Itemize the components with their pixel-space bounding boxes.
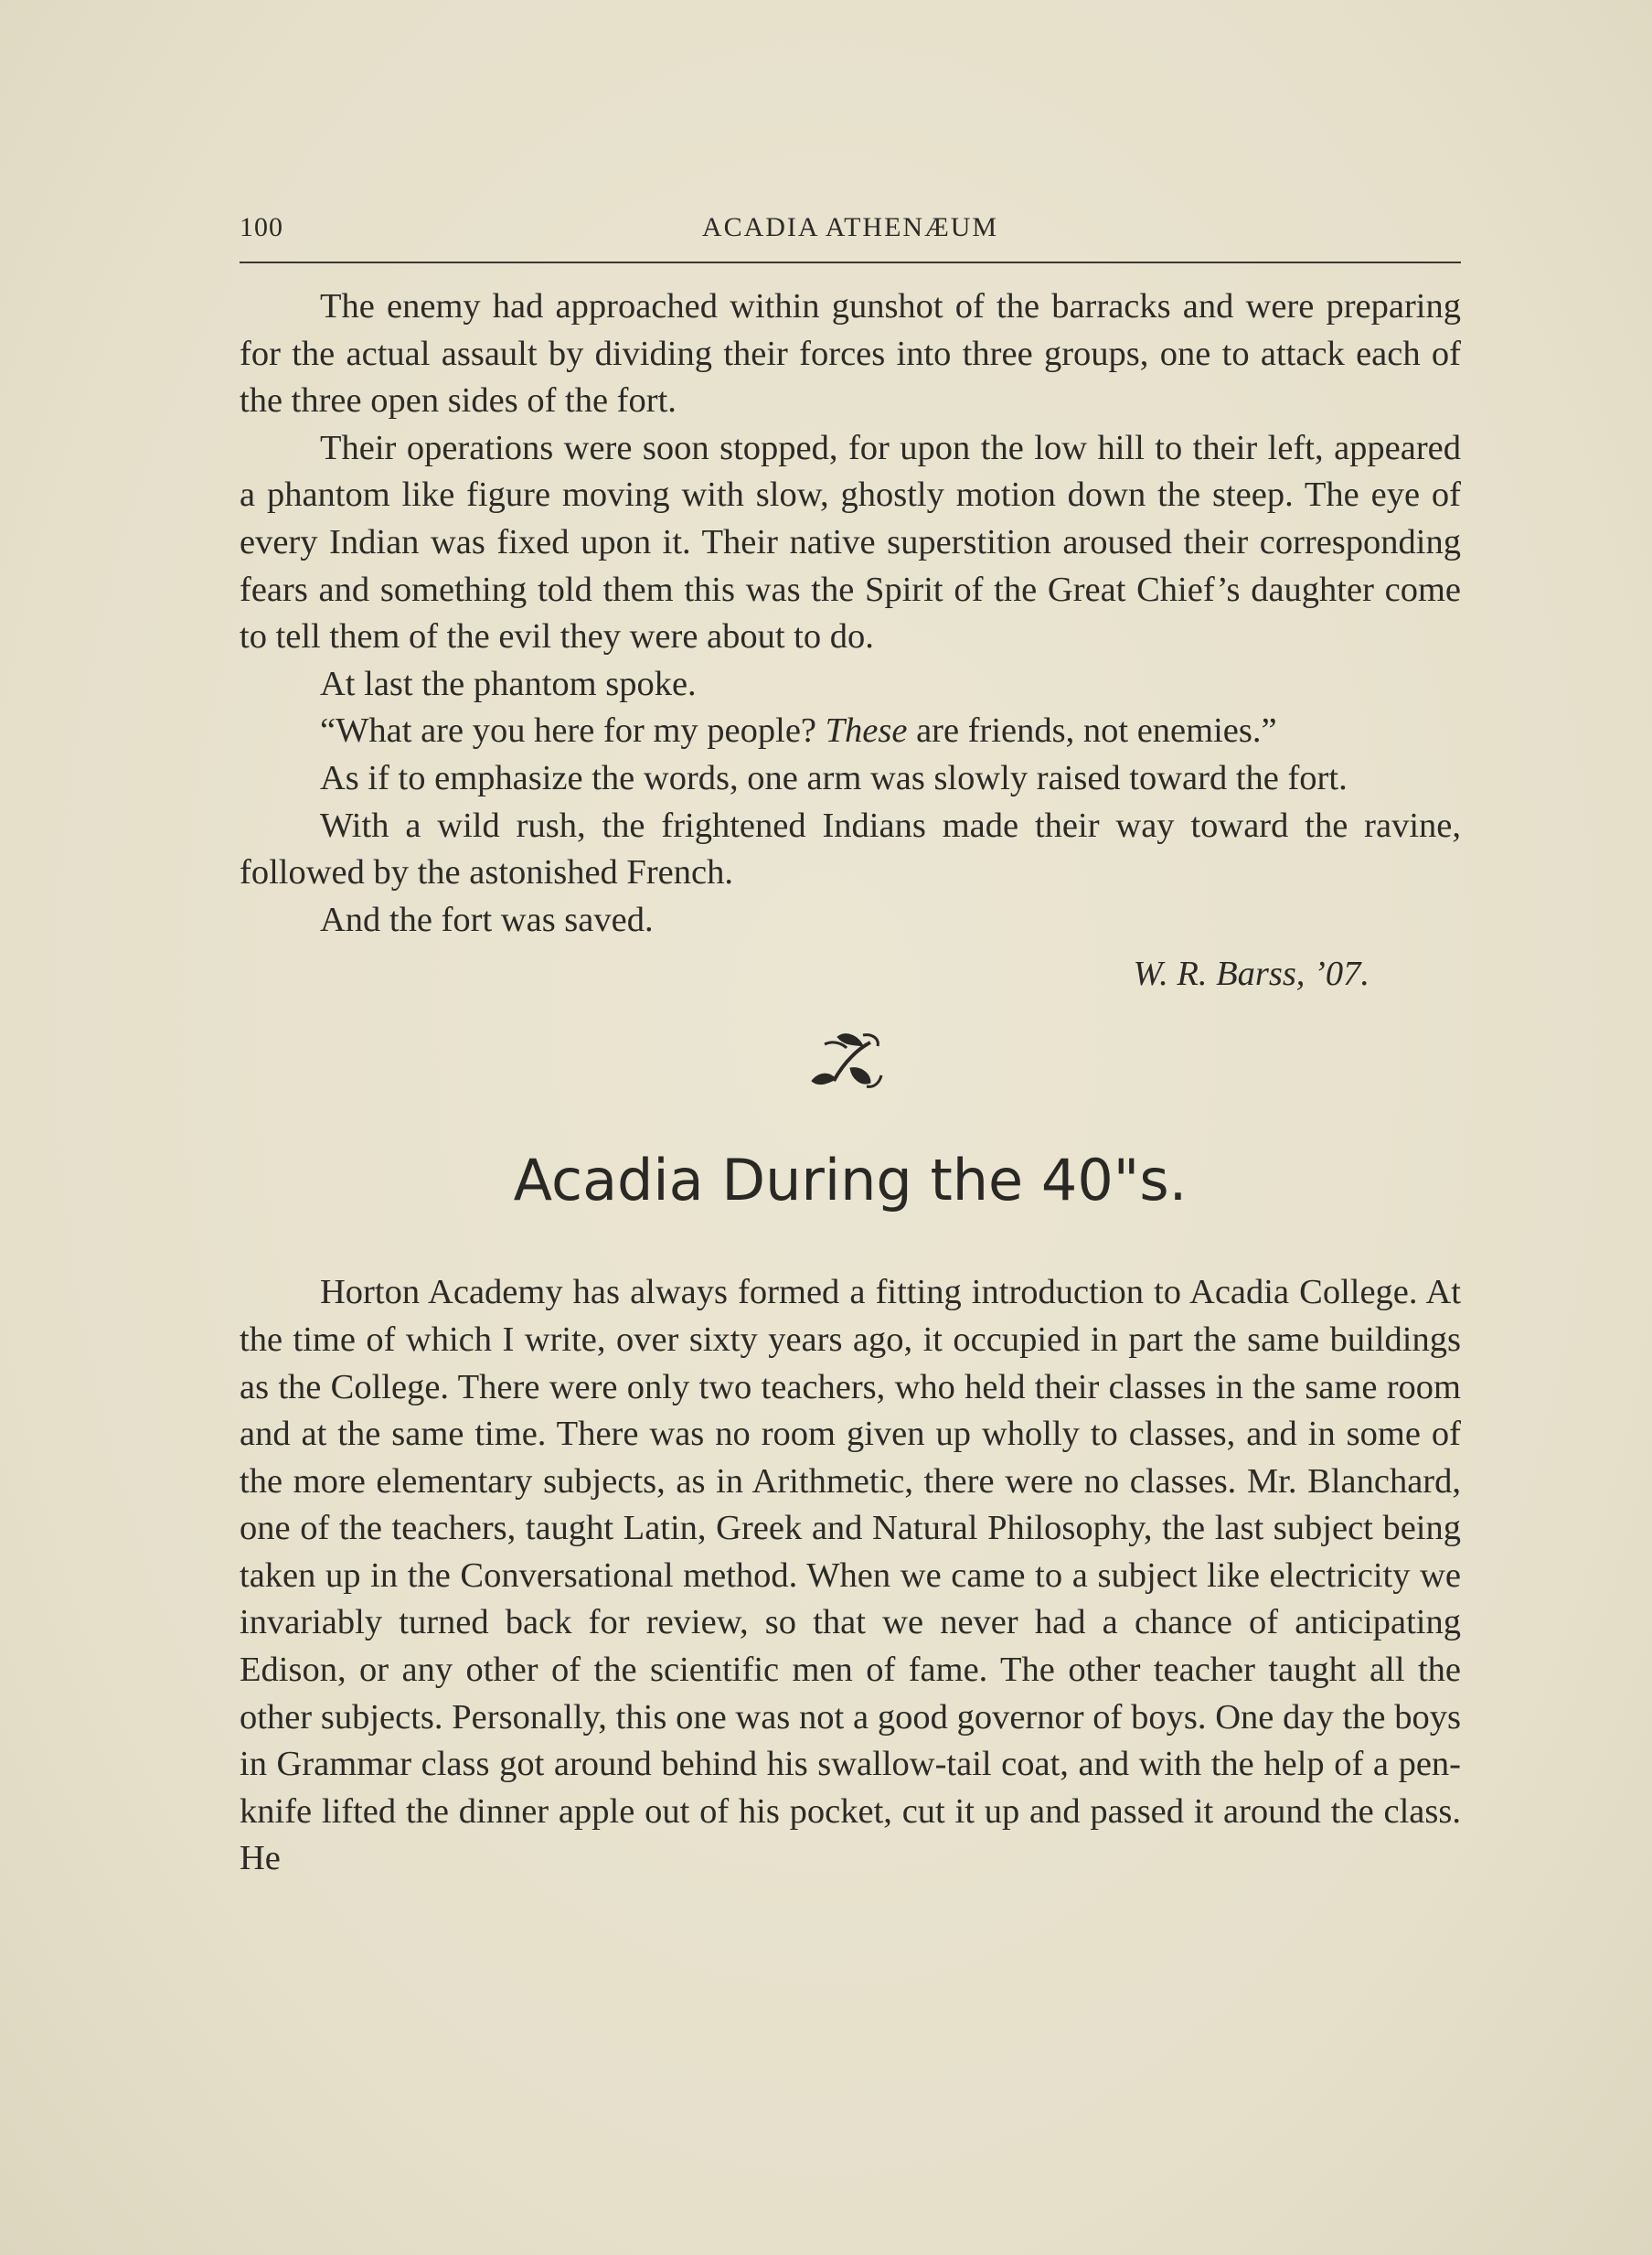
story-paragraph: As if to emphasize the words, one arm was slowly raised toward the fort. <box>320 758 1348 797</box>
story-conclusion <box>240 283 1461 1004</box>
story-paragraph: And the fort was saved. <box>320 900 654 939</box>
quote-text: are friends, not enemies.” <box>907 711 1277 751</box>
quote-text: “What are you here for my people? <box>320 711 826 751</box>
page-number: 100 <box>240 212 283 242</box>
quote-emphasis: These <box>825 711 908 751</box>
story-paragraph: Their operations were soon stopped, for upon the low hill to their left, appeared a phantom like figure moving with slow, ghostly motion down the steep. The eye of every Indian was fixed upon it. Their native superstition aroused their corresponding fears and something told them this was the Spirit of the Great Chief’s daughter come to tell them of the evil they were about to do. <box>240 428 1461 657</box>
section-ornament <box>240 1004 1461 1121</box>
story-paragraph: With a wild rush, the frightened Indians made their way toward the ravine, followed by the astonished French. <box>240 806 1461 892</box>
story-paragraph: At last the phantom spoke. <box>320 664 697 703</box>
article-title: Acadia During the 40"s. <box>513 1147 1188 1214</box>
article-body <box>240 1269 1461 1883</box>
journal-title: ACADIA ATHENÆUM <box>701 212 999 242</box>
header-rule <box>240 262 1461 263</box>
fleuron-icon <box>806 1031 894 1097</box>
text-column <box>240 210 1461 1883</box>
story-paragraph: The enemy had approached within gunshot of the barracks and were preparing for the actual assault by dividing their forces into three groups, one to attack each of the three open sides of the fort. <box>240 287 1461 421</box>
author-signature: W. R. Barss, ’07. <box>1133 955 1370 994</box>
running-head <box>240 210 1461 258</box>
phantom-quote <box>240 708 1461 755</box>
article-paragraph: Horton Academy has always formed a fitting introduction to Acadia College. At the time of which I write, over sixty years ago, it occupied in part the same buildings as the College. There were only two teachers, who held their classes in the same room and at the same time. There was no room given up wholly to classes, and in some of the more elementary subjects, as in Arithmetic, there were no classes. Mr. Blanchard, one of the teachers, taught Latin, Greek and Natural Philosophy, the last subject being taken up in the Conversational method. When we came to a subject like electricity we invariably turned back for review, so that we never had a chance of anticipating Edison, or any other of the scientific men of fame. The other teacher taught all the other subjects. Personally, this one was not a good governor of boys. One day the boys in Grammar class got around behind his swallow-tail coat, and with the help of a pen-knife lifted the dinner apple out of his pocket, cut it up and passed it around the class. He <box>240 1273 1461 1878</box>
